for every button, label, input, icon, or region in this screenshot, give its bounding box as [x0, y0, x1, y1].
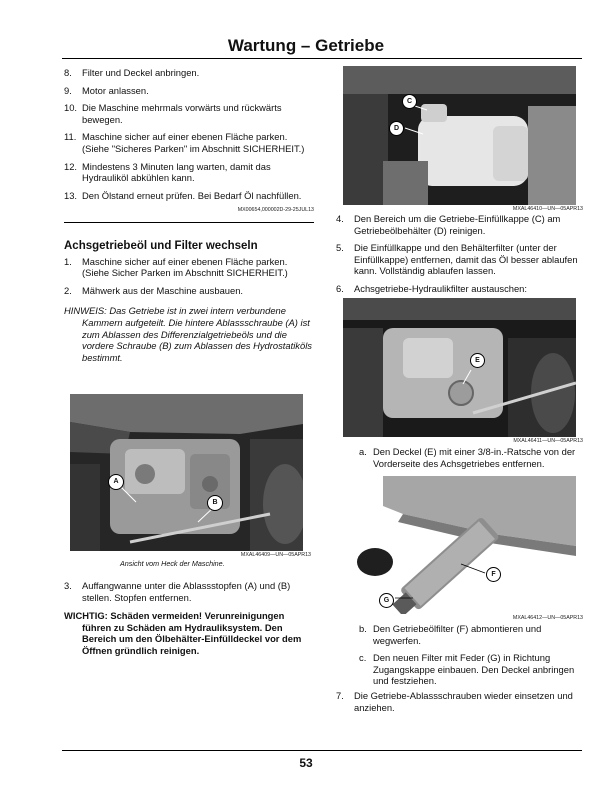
callout-a-photo1 [108, 474, 124, 490]
callout-b-photo1 [207, 495, 223, 511]
note-wichtig [64, 610, 314, 656]
filter-illustration [343, 476, 576, 614]
list-item-text: Maschine sicher auf einer ebenen Fläche parken. (Siehe "Sicheres Parken" im Abschnitt SICHERHEIT.) [82, 131, 305, 154]
photo-reservoir [343, 66, 576, 205]
list-item-number: 3. [64, 580, 72, 591]
step-3 [64, 580, 314, 603]
list-item-text: Achsgetriebe-Hydraulikfilter austauschen: [354, 282, 528, 294]
left-column [64, 67, 314, 363]
photo-filter [343, 476, 576, 614]
photo4-ref: MXAL46412—UN—05APR13 [512, 615, 583, 621]
list-item [64, 161, 314, 184]
rear-view-illustration [70, 394, 303, 551]
list-item [359, 652, 585, 687]
list-item-text: Den Bereich um die Getriebe-Einfüllkappe (C) am Getriebeölbehälter (D) reinigen. [354, 213, 561, 236]
callout-a-label: A [113, 478, 119, 485]
list-item-text: Die Maschine mehrmals vorwärts und rückwärts bewegen. [82, 102, 282, 125]
list-item-number: 10. [64, 102, 78, 114]
photo-rear-view [70, 394, 303, 551]
callout-f-photo4 [486, 567, 501, 582]
right-column-upper [336, 213, 586, 301]
section-divider [64, 222, 314, 223]
list-item-text: Den neuen Filter mit Feder (G) in Richtung Zugangskappe einbauen. Den Deckel anbringen und festziehen. [373, 652, 575, 687]
list-item [359, 446, 585, 469]
footer-rule [62, 750, 582, 751]
list-item-number: 4. [336, 213, 344, 224]
callout-d-label: D [393, 125, 400, 132]
note-hinweis-rest: Kammern aufgeteilt. Die hintere Ablassschraube (A) ist zum Ablassen des Differenzialgetriebeöls und die vordere Schraube (B) zum Ablassen des Hydrostatiköls bestimmt. [82, 316, 312, 363]
list-item-text: Filter und Deckel anbringen. [82, 67, 200, 78]
sub-steps-b-c [359, 623, 585, 687]
callout-f-label: F [491, 571, 496, 578]
list-item [64, 67, 314, 79]
step-7 [336, 690, 586, 713]
callout-e-photo3 [470, 353, 485, 368]
transaxle-illustration [343, 298, 576, 437]
list-item-text: Motor anlassen. [82, 84, 149, 96]
list-item-text: Die Einfüllkappe und den Behälterfilter (unter der Einfüllkappe) entfernen, damit das Öl besser ablaufen kann. Vollständig ablaufen lassen. [354, 242, 578, 277]
list-item [64, 85, 314, 97]
right-column-sub-a [359, 446, 585, 475]
list-item-number: 13. [64, 189, 78, 201]
sub-step-a [359, 446, 585, 469]
list-item-number: 12. [64, 160, 78, 172]
photo2-ref: MXAL46410—UN—05APR13 [512, 206, 583, 212]
callout-g-photo4 [379, 593, 394, 608]
callout-b-label: B [212, 499, 218, 506]
list-item-number: 11. [64, 131, 77, 143]
list-item [359, 623, 585, 646]
photo1-ref: MXAL46409—UN—05APR13 [240, 552, 311, 558]
callout-c-photo2 [402, 94, 417, 109]
list-item [64, 580, 314, 603]
callout-e-label: E [475, 357, 480, 364]
list-item-number: 7. [336, 690, 344, 701]
page-title: Wartung – Getriebe [227, 36, 385, 55]
section-heading: Achsgetriebeöl und Filter wechseln [64, 239, 258, 252]
callout-g-label: G [383, 597, 390, 604]
note-hinweis-first: HINWEIS: Das Getriebe ist in zwei intern verbundene [64, 305, 286, 317]
list-item-text: Maschine sicher auf einer ebenen Fläche parken. (Siehe Sicher Parken im Abschnitt SICHERHEIT.) [82, 255, 288, 279]
header-rule [62, 58, 582, 59]
note-wichtig-first: WICHTIG: Schäden vermeiden! Verunreinigungen [64, 610, 285, 622]
ref-code: MX00654,000002D-29-25JUL13 [237, 207, 314, 214]
note-wichtig-rest: führen zu Schäden am Hydrauliksystem. Den Bereich um den Ölbehälter-Einfülldeckel vor dem Öffnen gründlich reinigen. [82, 621, 302, 656]
list-item-number: 6. [336, 282, 344, 294]
photo1-caption: Ansicht vom Heck der Maschine. [120, 559, 225, 568]
list-item-number: a. [359, 446, 367, 457]
list-item [64, 285, 314, 297]
callout-d-photo2 [389, 121, 404, 136]
list-item [64, 256, 314, 279]
list-item-text: Den Getriebeölfilter (F) abmontieren und wegwerfen. [373, 623, 542, 646]
list-item-text: Mähwerk aus der Maschine ausbauen. [82, 284, 244, 296]
list-item [64, 190, 314, 202]
list-item-text: Den Ölstand erneut prüfen. Bei Bedarf Öl nachfüllen. [82, 189, 302, 201]
list-item-text: Den Deckel (E) mit einer 3/8-in.-Ratsche von der Vorderseite des Achsgetriebes entfernen. [373, 446, 576, 469]
list-item [64, 131, 314, 154]
list-item [64, 102, 314, 125]
right-column-step-7 [336, 690, 586, 719]
reservoir-illustration [343, 66, 576, 205]
list-item-number: 2. [64, 284, 72, 296]
list-item-number: 5. [336, 242, 344, 254]
steps-1-2 [64, 256, 314, 297]
right-column-lower [359, 623, 585, 693]
list-item [336, 242, 586, 277]
list-item [336, 690, 586, 713]
list-item-text: Die Getriebe-Ablassschrauben wieder einsetzen und anziehen. [354, 690, 573, 713]
list-item-text: Mindestens 3 Minuten lang warten, damit das Hydrauliköl abkühlen kann. [82, 160, 271, 184]
list-item-number: 9. [64, 84, 72, 96]
list-item [336, 213, 586, 236]
page-number: 53 [299, 756, 313, 770]
list-item [336, 283, 586, 295]
list-item-number: b. [359, 623, 367, 634]
callout-c-label: C [406, 98, 413, 105]
note-hinweis [64, 305, 314, 363]
list-item-number: c. [359, 652, 367, 664]
left-column-lower [64, 580, 314, 657]
steps-4-6 [336, 213, 586, 295]
list-item-text: Auffangwanne unter die Ablassstopfen (A) und (B) stellen. Stopfen entfernen. [82, 580, 291, 603]
list-item-number: 1. [64, 255, 72, 267]
photo3-ref: MXAL46411—UN—05APR13 [513, 438, 583, 444]
steps-8-13 [64, 67, 314, 201]
list-item-number: 8. [64, 67, 72, 78]
photo-transaxle [343, 298, 576, 437]
